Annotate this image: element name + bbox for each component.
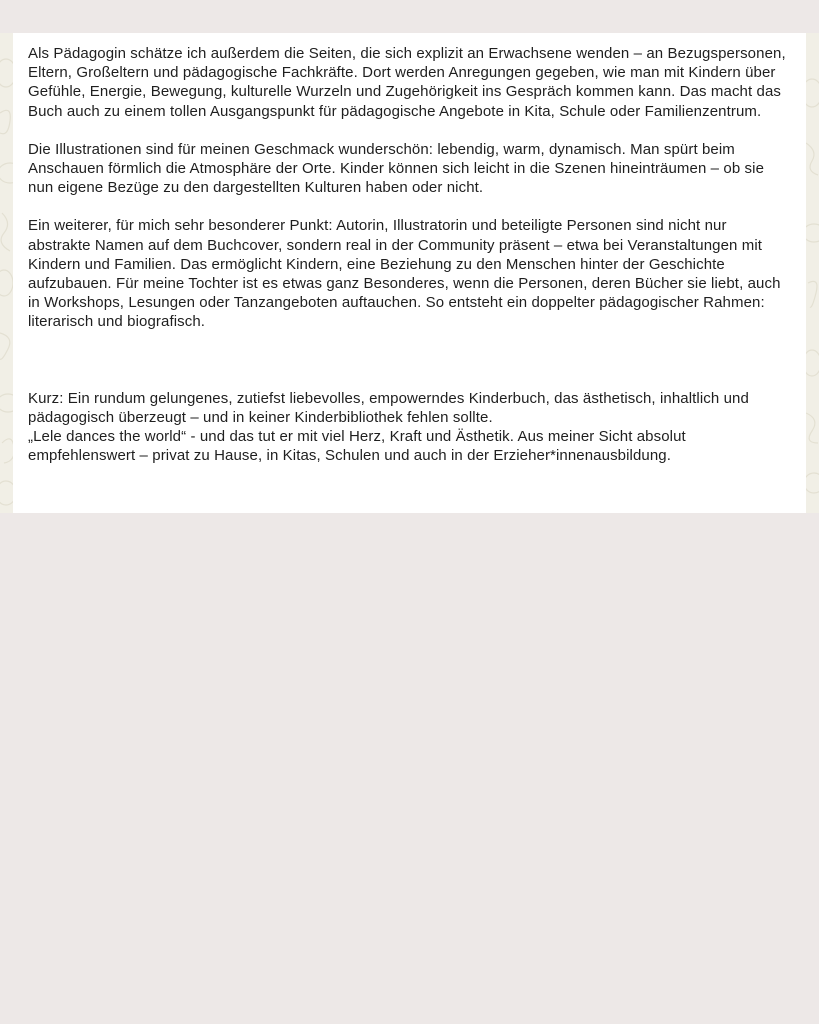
review-paragraph-adults-pages: Als Pädagogin schätze ich außerdem die Seiten, die sich explizit an Erwachsene wenden – an Bezugspersonen, Eltern, Großeltern und pädagogische Fachkräfte. Dort werden Anregungen gegeben, wie man mit Kindern über Gefühle, Energie, Bewegung, kulturelle Wurzeln und Zugehörigkeit ins Gespräch kommen kann. Das macht das Buch auch zu einem tollen Ausgangspunkt für pädagogische Angebote in Kita, Schule oder Familienzentrum.: [28, 45, 786, 120]
review-text-card: [13, 33, 806, 513]
review-paragraph-recommendation: „Lele dances the world“ - und das tut er mit viel Herz, Kraft und Ästhetik. Aus meiner Sicht absolut empfehlenswert – privat zu Hause, in Kitas, Schulen und auch in der Erzieher*innenausbildung.: [28, 428, 686, 465]
review-paragraph-summary: Kurz: Ein rundum gelungenes, zutiefst liebevolles, empowerndes Kinderbuch, das ästhetisch, inhaltlich und pädagogisch überzeugt – und in keiner Kinderbibliothek fehlen sollte.: [28, 389, 749, 426]
review-paragraph-illustrations: Die Illustrationen sind für meinen Geschmack wunderschön: lebendig, warm, dynamisch. Man spürt beim Anschauen förmlich die Atmosphäre der Orte. Kinder können sich leicht in die Szenen hineinträumen – ob sie nun eigene Bezüge zu den dargestellten Kulturen haben oder nicht.: [28, 140, 765, 197]
review-paragraph-community: Ein weiterer, für mich sehr besonderer Punkt: Autorin, Illustratorin und beteiligte Personen sind nicht nur abstrakte Namen auf dem Buchcover, sondern real in der Community präsent – etwa bei Veranstaltungen mit Kindern und Familien. Das ermöglicht Kindern, eine Beziehung zu den Menschen hinter der Geschichte aufzubauen. Für meine Tochter ist es etwas ganz Besonderes, wenn die Personen, deren Bücher sie liebt, auch in Workshops, Lesungen oder Tanzangeboten auftauchen. So entsteht ein doppelter pädagogischer Rahmen: literarisch und biografisch.: [28, 217, 781, 331]
